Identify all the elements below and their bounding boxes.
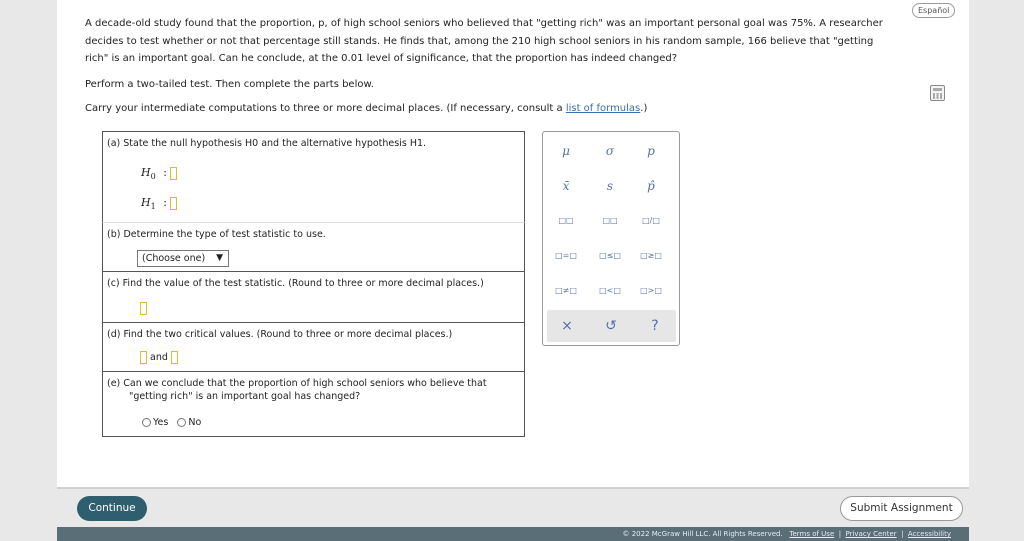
h1-colon: : bbox=[163, 196, 167, 209]
p-button[interactable]: p bbox=[647, 144, 655, 158]
test-statistic-select-value: (Choose one) bbox=[142, 253, 206, 264]
part-d bbox=[102, 322, 525, 372]
copyright-bar bbox=[57, 527, 969, 541]
separator: | bbox=[838, 530, 842, 538]
part-b-label: (b) Determine the type of test statistic to use. bbox=[107, 229, 326, 240]
test-statistic-input[interactable] bbox=[140, 302, 147, 315]
instruction-decimals bbox=[85, 103, 647, 114]
part-e-label bbox=[107, 378, 487, 402]
part-c-label: (c) Find the value of the test statistic. (Round to three or more decimal places.) bbox=[107, 278, 484, 289]
less-equal-button[interactable]: □≤□ bbox=[599, 251, 621, 260]
privacy-link[interactable]: Privacy Center bbox=[845, 530, 897, 538]
formulas-link[interactable]: list of formulas bbox=[565, 103, 641, 114]
part-e-label-line1: (e) Can we conclude that the proportion of high school seniors who believe that bbox=[107, 378, 487, 389]
copyright-text: © 2022 McGraw Hill LLC. All Rights Reserved. bbox=[622, 530, 783, 538]
h0-input[interactable] bbox=[170, 167, 177, 180]
continue-button[interactable]: Continue bbox=[77, 496, 147, 521]
equals-button[interactable]: □=□ bbox=[555, 251, 577, 260]
x-bar-button[interactable]: x̄ bbox=[562, 179, 570, 193]
undo-icon[interactable]: ↺ bbox=[605, 318, 617, 334]
fraction-button[interactable]: □/□ bbox=[642, 216, 660, 225]
separator: | bbox=[901, 530, 904, 538]
part-a-label: (a) State the null hypothesis H0 and the alternative hypothesis H1. bbox=[107, 138, 427, 149]
greater-equal-button[interactable]: □≥□ bbox=[640, 251, 662, 260]
part-d-label: (d) Find the two critical values. (Round to three or more decimal places.) bbox=[107, 329, 453, 340]
yes-label: Yes bbox=[153, 417, 169, 428]
palette-action-bar bbox=[547, 310, 676, 342]
yes-no-options bbox=[142, 417, 201, 428]
h0-row bbox=[141, 166, 177, 181]
less-than-button[interactable]: □<□ bbox=[599, 286, 621, 295]
h0-subscript: 0 bbox=[150, 172, 156, 182]
critical-value-2-input[interactable] bbox=[171, 351, 178, 364]
critical-values-row bbox=[140, 351, 178, 364]
footer-bar bbox=[57, 487, 969, 527]
submit-assignment-button[interactable]: Submit Assignment bbox=[840, 496, 963, 521]
part-e bbox=[102, 371, 525, 437]
part-b bbox=[102, 222, 525, 272]
part-a bbox=[102, 131, 525, 223]
calculator-icon[interactable] bbox=[930, 85, 945, 101]
symbol-palette bbox=[542, 131, 680, 346]
part-e-label-line2: "getting rich" is an important goal has changed? bbox=[129, 391, 361, 402]
p-hat-button[interactable]: p̂ bbox=[647, 179, 655, 193]
instruction-decimals-text: Carry your intermediate computations to three or more decimal places. (If necessary, consult a bbox=[85, 103, 566, 114]
h1-subscript: 1 bbox=[150, 202, 156, 212]
espanol-button[interactable]: Español bbox=[912, 3, 955, 18]
s-button[interactable]: s bbox=[606, 179, 614, 193]
not-equal-button[interactable]: □≠□ bbox=[555, 286, 577, 295]
yes-radio[interactable] bbox=[142, 418, 151, 427]
h0-symbol: H bbox=[141, 166, 151, 179]
and-label: and bbox=[150, 352, 168, 363]
test-statistic-select[interactable] bbox=[137, 250, 229, 267]
part-c bbox=[102, 271, 525, 323]
h0-colon: : bbox=[163, 166, 167, 179]
subscript-button[interactable]: □□ bbox=[602, 216, 618, 225]
sigma-button[interactable]: σ bbox=[605, 144, 615, 158]
superscript-button[interactable]: □□ bbox=[558, 216, 574, 225]
instruction-two-tailed: Perform a two-tailed test. Then complete the parts below. bbox=[85, 79, 374, 90]
no-radio[interactable] bbox=[177, 418, 186, 427]
no-label: No bbox=[188, 417, 202, 428]
terms-link[interactable]: Terms of Use bbox=[789, 530, 835, 538]
h1-row bbox=[141, 196, 177, 211]
h1-symbol: H bbox=[141, 196, 151, 209]
mu-button[interactable]: μ bbox=[562, 144, 570, 158]
dropdown-arrow-icon: ▼ bbox=[216, 253, 223, 263]
problem-statement: A decade-old study found that the proportion, p, of high school seniors who believed that "getting rich" was an important personal goal was 75%. A researcher decides to test whether or not that percentage still stands. He finds that, among the 210 high school seniors in his random sample, 166 believe that "getting rich" is an important goal. Can he conclude, at the 0.01 level of significance, that the proportion has indeed changed? bbox=[85, 18, 883, 64]
instruction-decimals-suffix: .) bbox=[640, 103, 648, 114]
h1-input[interactable] bbox=[170, 197, 177, 210]
help-icon[interactable]: ? bbox=[651, 318, 659, 334]
critical-value-1-input[interactable] bbox=[140, 351, 147, 364]
greater-than-button[interactable]: □>□ bbox=[640, 286, 662, 295]
accessibility-link[interactable]: Accessibility bbox=[907, 530, 951, 538]
clear-icon[interactable]: × bbox=[561, 318, 573, 334]
